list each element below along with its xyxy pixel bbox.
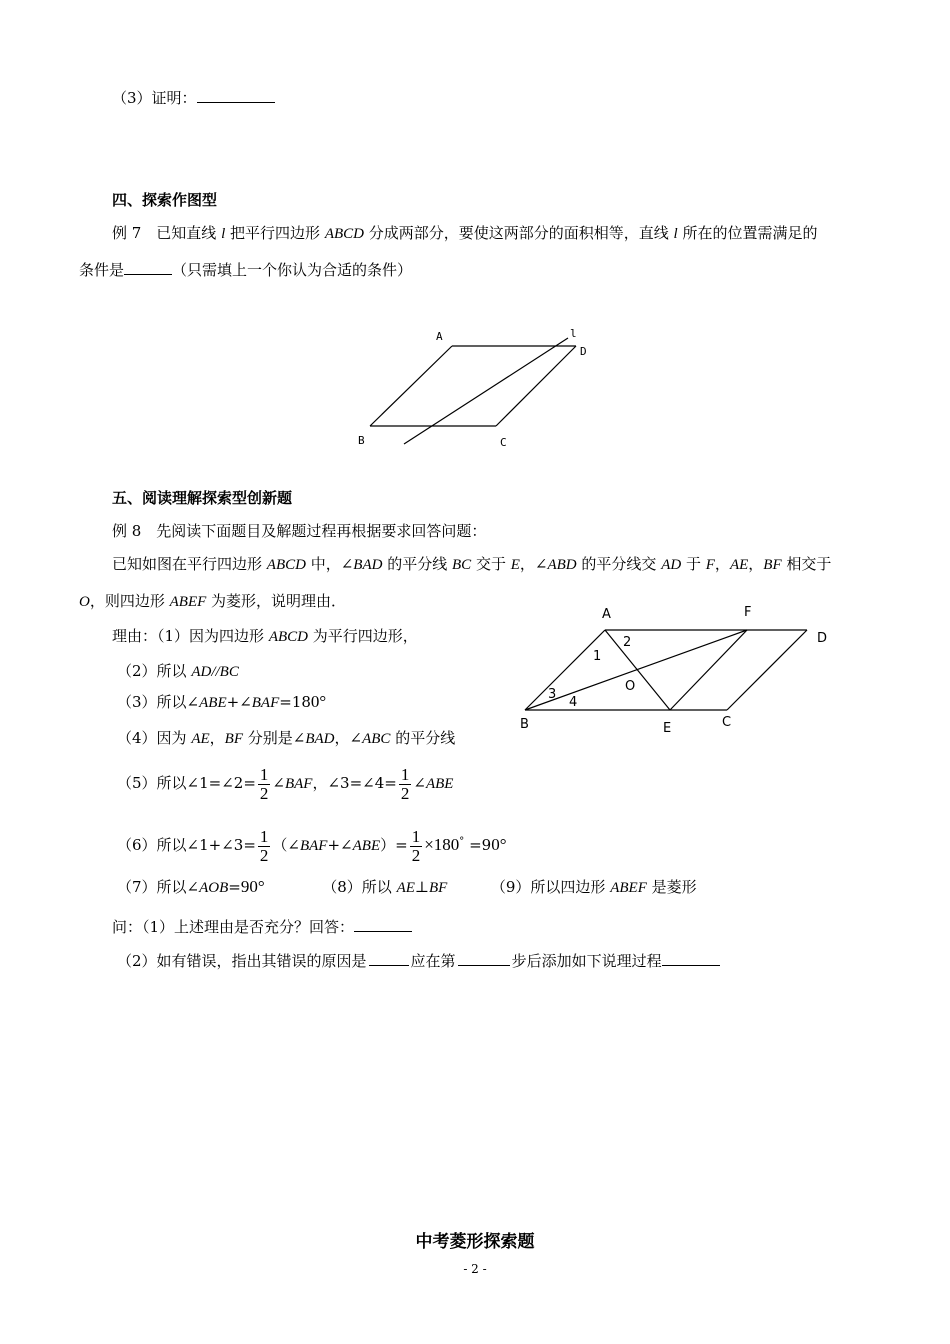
text: （3）所以∠: [117, 693, 200, 711]
text: 步后添加如下说理过程: [511, 952, 662, 970]
label-angle-4: 4: [569, 695, 578, 710]
fraction-half: [258, 828, 271, 865]
text: =: [228, 878, 241, 896]
var: AE: [396, 880, 415, 896]
label-f: F: [744, 605, 752, 620]
problem-line2: [79, 591, 346, 612]
denominator: 2: [259, 845, 269, 865]
text: ，则四边形: [89, 592, 170, 610]
var: BC: [452, 557, 472, 573]
reason-step-4: [117, 728, 455, 749]
segment-ef: [670, 630, 747, 710]
edge-ab: [525, 630, 605, 710]
label-e: E: [663, 721, 672, 736]
var: BC: [219, 664, 239, 680]
text: 分别是∠: [242, 729, 306, 747]
text: 为平行四边形，: [308, 627, 418, 645]
var: ABC: [362, 731, 391, 747]
text: 的平分线交: [576, 555, 662, 573]
numerator: 1: [259, 826, 269, 846]
text: =18: [279, 693, 311, 711]
label-l: l: [570, 327, 577, 340]
numerator: 1: [259, 764, 269, 784]
figure-parallelogram-line-l: [350, 318, 610, 458]
text: 90°: [240, 877, 265, 896]
var: ABE: [199, 695, 227, 711]
var: AOB: [199, 880, 229, 896]
text: =9: [464, 836, 492, 854]
section5-heading: 五、阅读理解探索型创新题: [112, 489, 293, 507]
ex7-var-abcd: ABCD: [324, 226, 364, 242]
text: 中，∠: [305, 555, 354, 573]
text: ）=: [380, 836, 408, 854]
text: （4）因为: [117, 729, 192, 747]
var: AE: [191, 731, 210, 747]
var: BAD: [353, 557, 383, 573]
q3-proof-line: [112, 88, 275, 108]
label-o: O: [625, 679, 636, 694]
label-c: C: [722, 715, 732, 730]
ex7-var-l: l: [221, 226, 226, 242]
ex7-text: 所在的位置需满足的: [677, 224, 818, 242]
text: （9）所以四边形: [490, 878, 611, 896]
text: 为菱形，说明理由．: [206, 592, 347, 610]
reason-step-5: [117, 763, 453, 804]
label-angle-1: 1: [593, 649, 602, 664]
var: O: [79, 594, 90, 610]
reason-step-2: [117, 661, 239, 682]
text: （2）所以: [117, 662, 192, 680]
reason-step-1: [112, 626, 418, 647]
label-a: A: [436, 330, 443, 343]
var: ABCD: [268, 629, 308, 645]
var: ABE: [352, 838, 381, 854]
text: 的平分线: [390, 729, 456, 747]
text: 0°: [310, 692, 327, 711]
reason-steps-7-9: [117, 877, 697, 898]
text: ，: [714, 555, 730, 573]
text: 是菱形: [646, 878, 697, 896]
denominator: 2: [400, 783, 410, 803]
example7-line2: [79, 260, 412, 280]
numerator: 1: [400, 764, 410, 784]
label-c: C: [500, 436, 507, 449]
ex7-text: 分成两部分，要使这两部分的面积相等，直线: [363, 224, 674, 242]
reason-step-3: [117, 692, 326, 713]
text: （5）所以∠1=∠2=: [117, 774, 256, 792]
section4-heading: 四、探索作图型: [112, 191, 218, 209]
ex7-text: （只需填上一个你认为合适的条件）: [172, 261, 413, 279]
var: ABCD: [266, 557, 306, 573]
text: +∠: [327, 836, 353, 854]
edge-cd: [727, 630, 807, 710]
q1-answer-blank[interactable]: [354, 917, 412, 932]
label-b: B: [358, 434, 365, 447]
edge-ab: [370, 346, 452, 426]
text: 交于: [471, 555, 511, 573]
ex7-text: 把平行四边形: [225, 224, 325, 242]
fraction-half: [258, 766, 271, 803]
text: 问：（1）上述理由是否充分？回答：: [112, 918, 355, 936]
text: （7）所以∠: [117, 878, 200, 896]
var: BAD: [305, 731, 335, 747]
var: BAF: [251, 695, 280, 711]
label-a: A: [602, 607, 611, 622]
degree: °: [459, 836, 465, 847]
text: （8）所以: [322, 878, 397, 896]
var: BF: [763, 557, 782, 573]
text: ∠: [413, 774, 426, 792]
var: BAF: [284, 776, 313, 792]
text: ，∠: [519, 555, 548, 573]
label-b: B: [520, 717, 529, 732]
var: AD: [191, 664, 212, 680]
q3-answer-blank[interactable]: [197, 88, 275, 103]
ex7-text: 例 7 已知直线: [112, 224, 222, 242]
question-1: [112, 917, 412, 937]
label-angle-3: 3: [548, 687, 557, 702]
text: 的平分线: [382, 555, 453, 573]
var: BAF: [299, 838, 328, 854]
text: 理由：（1）因为四边形: [112, 627, 269, 645]
footer-title: 中考菱形探索题: [415, 1232, 535, 1252]
text: （2）如有错误，指出其错误的原因是: [117, 952, 367, 970]
var: BF: [429, 880, 448, 896]
q2-reason-blank[interactable]: [369, 951, 409, 966]
var: F: [705, 557, 715, 573]
page-number: - 2 -: [463, 1262, 487, 1276]
denominator: 2: [411, 845, 421, 865]
text: 相交于: [781, 555, 832, 573]
text: （∠: [272, 836, 300, 854]
text: ，∠: [334, 729, 363, 747]
example7-line1: [112, 223, 817, 244]
line-l: [404, 338, 568, 444]
text: ∠: [272, 774, 285, 792]
var: E: [510, 557, 520, 573]
text: ，: [748, 555, 764, 573]
text: +∠: [226, 693, 252, 711]
text: 于: [681, 555, 706, 573]
var: BF: [224, 731, 243, 747]
q2-process-blank[interactable]: [662, 951, 720, 966]
var: AE: [729, 557, 749, 573]
denominator: 2: [259, 783, 269, 803]
text: //: [211, 664, 220, 680]
text: 应在第: [410, 952, 456, 970]
figure-rhombus-abef: [515, 600, 835, 740]
q2-step-blank[interactable]: [458, 951, 510, 966]
segment-bf: [525, 630, 747, 710]
ex7-text: 条件是: [79, 261, 125, 279]
var: AD: [661, 557, 682, 573]
fraction-half: [399, 766, 412, 803]
text: ×180: [424, 835, 460, 854]
ex7-var-l: l: [673, 226, 678, 242]
problem-line1: [112, 554, 831, 575]
var: ABEF: [169, 594, 207, 610]
label-d: D: [580, 345, 587, 358]
text: ⊥: [414, 878, 429, 896]
text: 0°: [491, 835, 507, 854]
ex7-answer-blank[interactable]: [124, 260, 172, 275]
reason-step-6: [117, 822, 507, 866]
label-d: D: [817, 631, 828, 646]
example8-intro: 例 8 先阅读下面题目及解题过程再根据要求回答问题：: [112, 522, 487, 540]
q3-label: （3）证明：: [112, 89, 197, 107]
fraction-half: [410, 828, 423, 865]
numerator: 1: [411, 826, 421, 846]
text: ，: [209, 729, 225, 747]
var: ABEF: [610, 880, 647, 896]
text: 已知如图在平行四边形: [112, 555, 267, 573]
text: （6）所以∠1+∠3=: [117, 836, 256, 854]
text: ，∠3=∠4=: [312, 774, 397, 792]
label-angle-2: 2: [623, 635, 632, 650]
var: ABD: [547, 557, 577, 573]
var: ABE: [425, 776, 454, 792]
question-2: [117, 951, 720, 971]
